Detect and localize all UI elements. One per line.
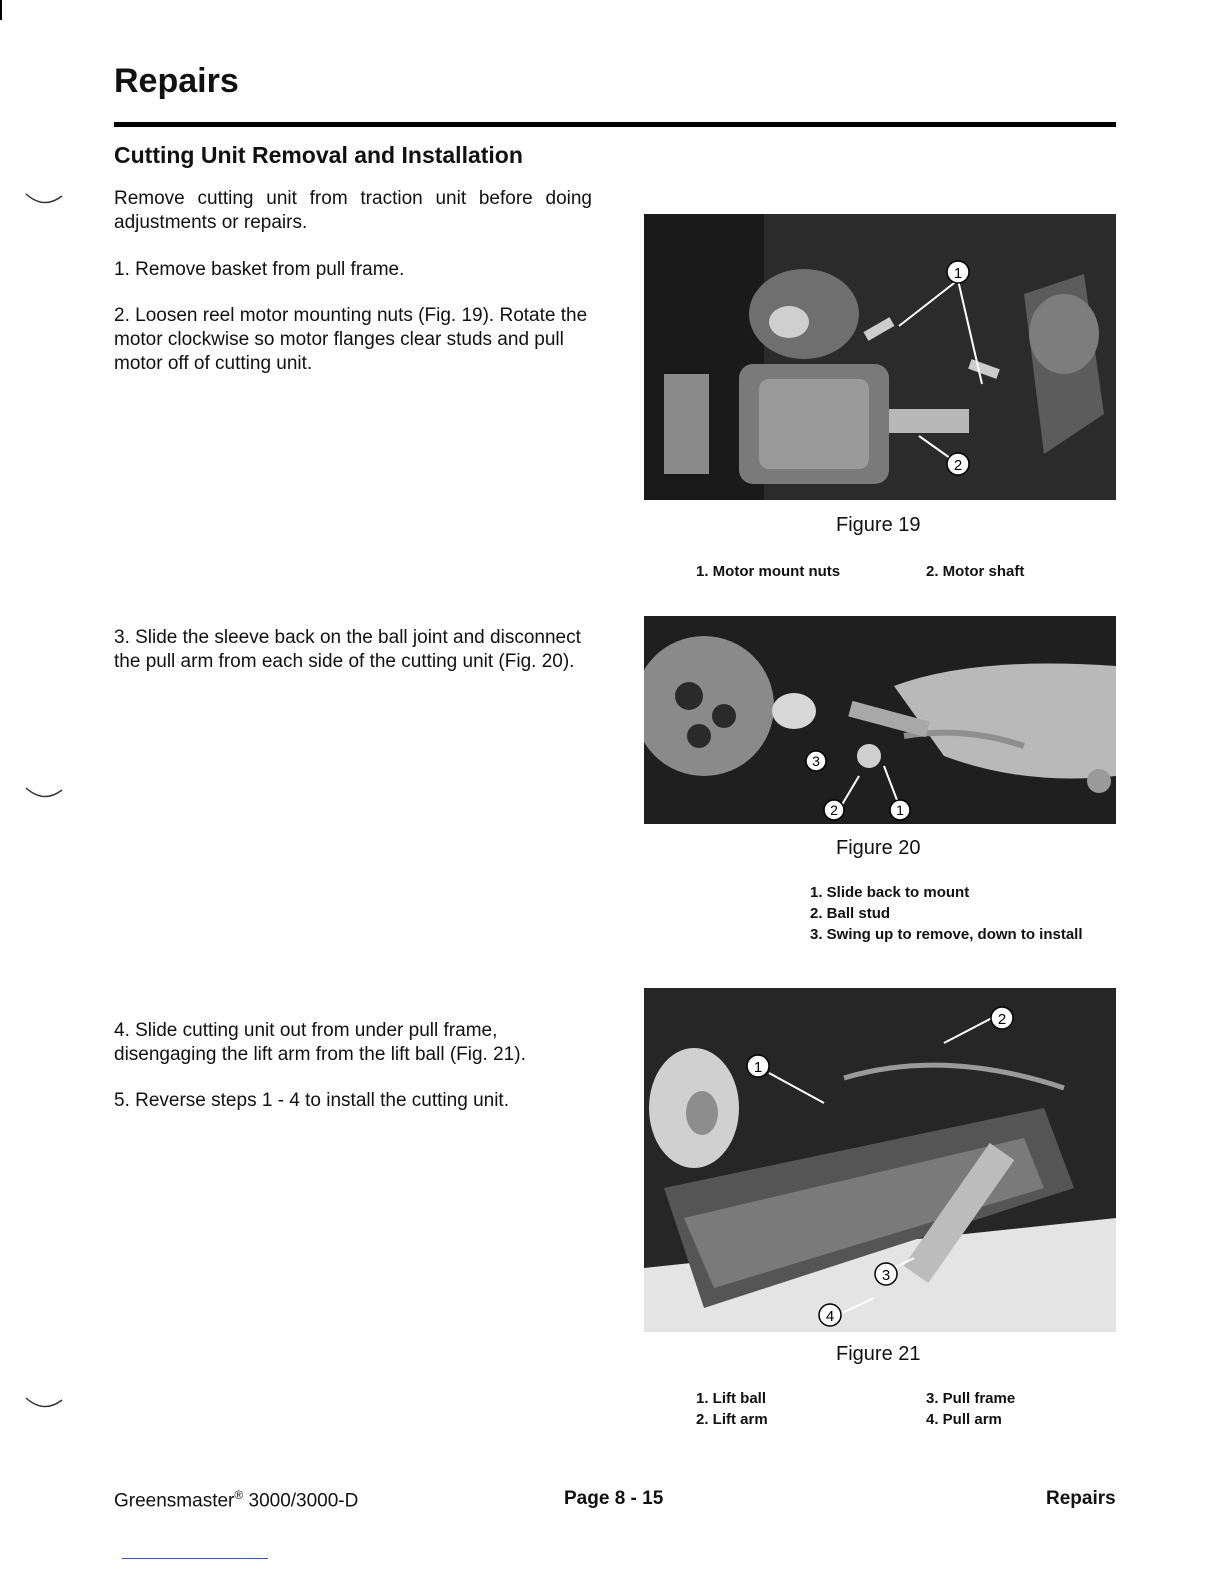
margin-mark: [24, 786, 64, 800]
callout-label: 2: [953, 457, 963, 474]
figure-19-legend-item: 1. Motor mount nuts: [696, 563, 841, 580]
step-2: 2. Loosen reel motor mounting nuts (Fig. 19). Rotate the motor clockwise so motor flanges clear studs and pull motor off of cutting unit.: [114, 305, 588, 374]
footer-product-name: Greensmaster: [114, 1490, 235, 1512]
footer-page-number: Page 8 - 15: [564, 1488, 664, 1509]
page-edge-mark: [0, 0, 2, 20]
figure-20-legend-item: 2. Ball stud: [810, 905, 891, 922]
callout-label: 1: [896, 802, 904, 818]
callout-label: 2: [830, 802, 838, 818]
margin-mark: [24, 1396, 64, 1410]
section-heading: Cutting Unit Removal and Installation: [114, 142, 523, 168]
callout-label: 2: [997, 1011, 1007, 1028]
callout-label: 3: [812, 753, 820, 769]
figure-21-legend-item: 3. Pull frame: [926, 1390, 1016, 1407]
figure-20-legend-item: 1. Slide back to mount: [810, 884, 970, 901]
registered-mark: ®: [234, 1488, 244, 1502]
figure-19-legend-item: 2. Motor shaft: [926, 563, 1025, 580]
step-4: 4. Slide cutting unit out from under pull frame, disengaging the lift arm from the lift ball (Fig. 21).: [114, 1020, 526, 1065]
step-1: 1. Remove basket from pull frame.: [114, 259, 405, 280]
intro-paragraph: Remove cutting unit from traction unit before doing adjustments or repairs.: [114, 188, 592, 233]
step-3: 3. Slide the sleeve back on the ball joint and disconnect the pull arm from each side of the cutting unit (Fig. 20).: [114, 627, 581, 672]
margin-mark: [24, 192, 64, 206]
callout-label: 3: [881, 1267, 891, 1284]
callout-label: 1: [953, 265, 963, 282]
footer-product: [114, 1488, 358, 1512]
footer-underline: [122, 1558, 268, 1559]
header-rule: [114, 122, 1116, 127]
callout-label: 1: [753, 1059, 763, 1076]
footer-model: 3000/3000-D: [243, 1490, 359, 1512]
callout-label: 4: [825, 1308, 835, 1325]
figure-21-legend-item: 4. Pull arm: [926, 1411, 1002, 1428]
figure-21-legend-item: 1. Lift ball: [696, 1390, 767, 1407]
figure-20-photo: [644, 616, 1116, 824]
figure-21-photo: [644, 988, 1116, 1332]
figure-21-legend-item: 2. Lift arm: [696, 1411, 768, 1428]
figure-19-photo: [644, 214, 1116, 500]
footer-section: Repairs: [1046, 1488, 1116, 1509]
figure-20-caption: Figure 20: [836, 837, 921, 859]
figure-21-caption: Figure 21: [836, 1343, 921, 1365]
figure-20-legend-item: 3. Swing up to remove, down to install: [810, 926, 1083, 943]
page-title: Repairs: [114, 62, 239, 100]
step-5: 5. Reverse steps 1 - 4 to install the cutting unit.: [114, 1090, 509, 1111]
figure-19-caption: Figure 19: [836, 514, 921, 536]
